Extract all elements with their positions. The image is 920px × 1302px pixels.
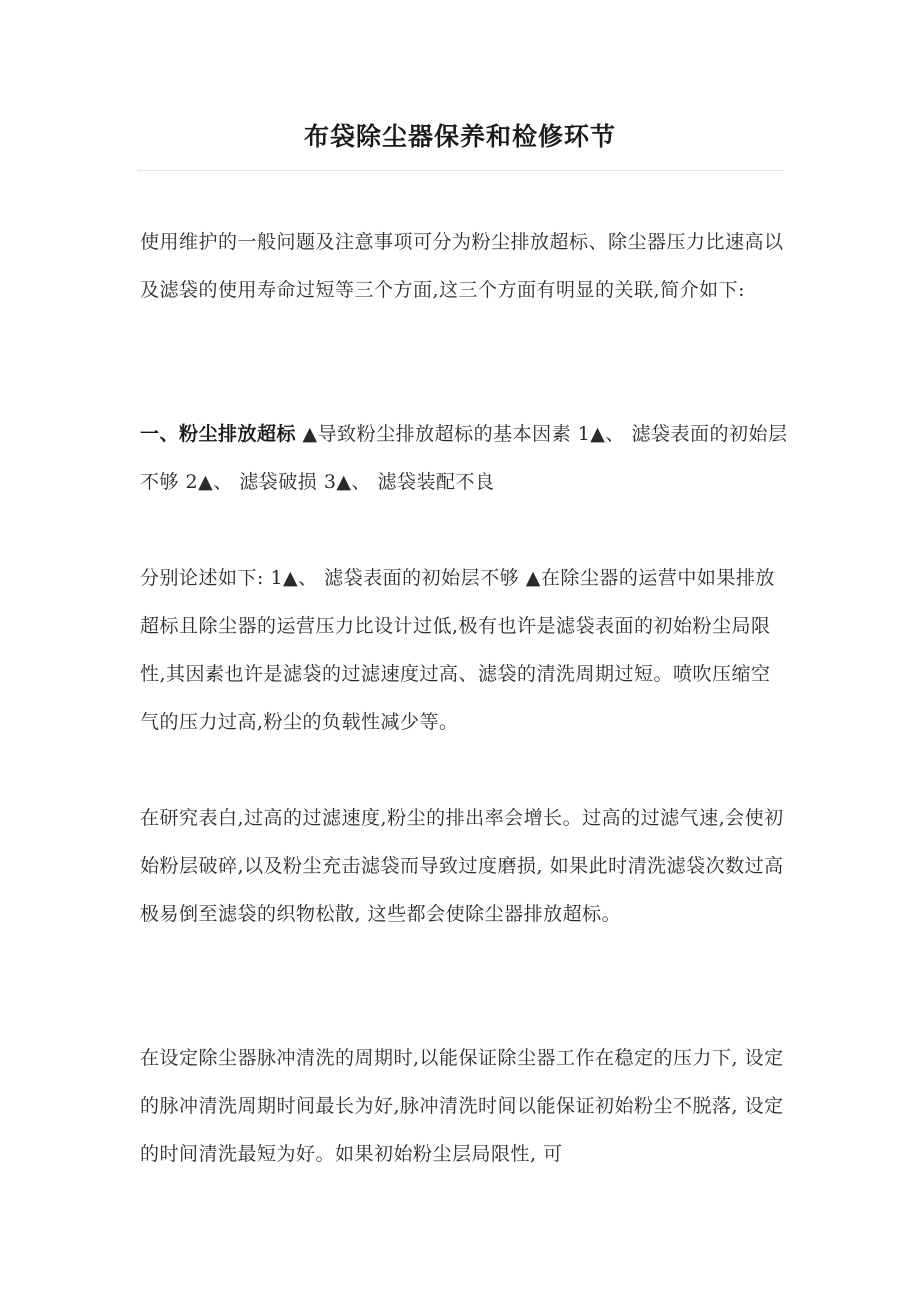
section-1-body: ▲导致粉尘排放超标的基本因素 1▲、 滤袋表面的初始层不够 2▲、 滤袋破损 3▲、 滤袋装配不良 [140, 423, 788, 493]
title-divider [138, 170, 783, 171]
research-paragraph: 在研究表白,过高的过滤速度,粉尘的排出率会增长。过高的过滤气速,会使初始粉层破碎,以及粉尘充击滤袋而导致过度磨损, 如果此时清洗滤袋次数过高极易倒至滤袋的织物松散, 这些都会使除尘器排放超标。 [140, 807, 784, 925]
pulse-cleaning-paragraph: 在设定除尘器脉冲清洗的周期时,以能保证除尘器工作在稳定的压力下, 设定的脉冲清洗周期时间最长为好,脉冲清洗时间以能保证初始粉尘不脱落, 设定的时间清洗最短为好。如果初始粉尘层局限性, 可 [140, 1047, 784, 1165]
discussion-paragraph: 分别论述如下: 1▲、 滤袋表面的初始层不够 ▲在除尘器的运营中如果排放超标且除尘器的运营压力比设计过低,极有也许是滤袋表面的初始粉尘局限性,其因素也许是滤袋的过滤速度过高、滤袋的清洗周期过短。喷吹压缩空气的压力过高,粉尘的负载性减少等。 [140, 567, 775, 733]
section-1-paragraph [140, 410, 790, 506]
document-title: 布袋除尘器保养和检修环节 [303, 122, 616, 151]
section-1-heading: 一、粉尘排放超标 [140, 423, 297, 445]
intro-paragraph: 使用维护的一般问题及注意事项可分为粉尘排放超标、除尘器压力比速高以及滤袋的使用寿命过短等三个方面,这三个方面有明显的关联,简介如下: [140, 231, 784, 301]
